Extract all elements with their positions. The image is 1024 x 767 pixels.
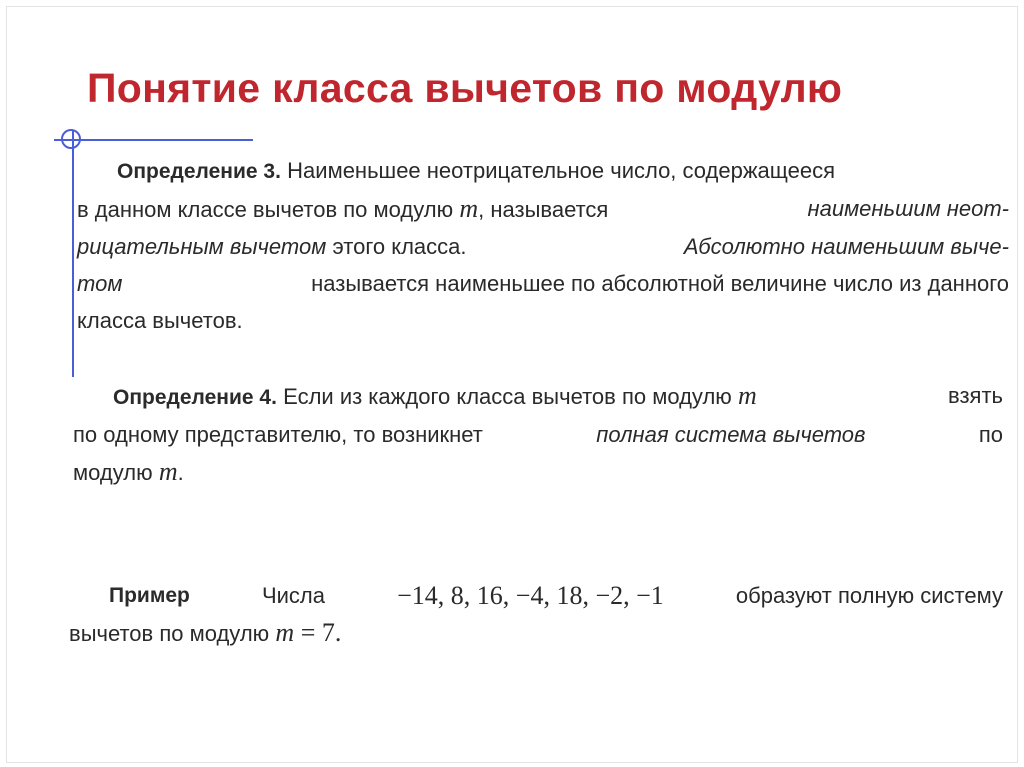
definition-4-term: полная система вычетов <box>596 422 866 447</box>
definition-4-text: Если из каждого класса вычетов по модулю <box>283 384 732 409</box>
math-variable: m <box>158 457 178 486</box>
example-line-1 <box>69 577 1003 614</box>
definition-3-text: , называется <box>478 197 609 222</box>
definition-4-lead: Определение 4. <box>113 386 277 409</box>
example-text: Числа <box>261 583 326 608</box>
definition-4-line-2 <box>73 416 1003 453</box>
definition-3-line-4 <box>77 265 1009 302</box>
decorative-circle-mark <box>61 129 81 149</box>
slide-title: Понятие класса вычетов по модулю <box>87 65 843 111</box>
definition-4-text: . <box>177 460 184 485</box>
example-numbers: −14, 8, 16, −4, 18, −2, −1 <box>397 581 664 610</box>
math-variable: m <box>459 194 479 223</box>
example-text: образуют полную систему <box>735 583 1003 608</box>
definition-4-line-1 <box>73 377 1003 416</box>
definition-3-term: Абсолютно наименьшим выче- <box>683 234 1009 259</box>
definition-3-line-5 <box>77 302 1009 339</box>
definition-4-text: модулю <box>73 460 153 485</box>
definition-3 <box>77 152 1009 339</box>
math-variable: m <box>275 618 295 647</box>
definition-3-line-3 <box>77 228 1009 265</box>
example-equation: = 7. <box>294 618 342 647</box>
definition-3-text: класса вычетов. <box>77 308 243 333</box>
definition-3-text: в данном классе вычетов по модулю <box>77 197 454 222</box>
definition-3-text: называется наименьшее по абсолютной величине число из данного <box>311 271 1009 296</box>
decorative-horizontal-line <box>54 139 253 141</box>
definition-3-line-2 <box>77 190 1009 228</box>
math-variable: m <box>738 381 757 410</box>
definition-3-term: том <box>77 271 123 296</box>
definition-4-text: по <box>978 422 1003 447</box>
example <box>69 577 1003 652</box>
example-lead: Пример <box>109 584 190 607</box>
definition-3-lead: Определение 3. <box>117 160 281 183</box>
definition-4-text: взять <box>948 383 1003 408</box>
decorative-vertical-line <box>72 130 74 377</box>
definition-4 <box>73 377 1003 491</box>
definition-3-term: рицательным вычетом <box>77 234 327 259</box>
definition-4-line-3 <box>73 453 1003 491</box>
definition-3-text: Наименьшее неотрицательное число, содержащееся <box>287 158 836 183</box>
example-line-2 <box>69 614 1003 652</box>
definition-4-text: по одному представителю, то возникнет <box>73 422 483 447</box>
definition-3-line-1 <box>77 152 1009 190</box>
definition-3-term: наименьшим неот- <box>807 196 1009 221</box>
example-text: вычетов по модулю <box>69 621 270 646</box>
definition-3-text: этого класса. <box>332 234 467 259</box>
slide <box>6 6 1018 763</box>
